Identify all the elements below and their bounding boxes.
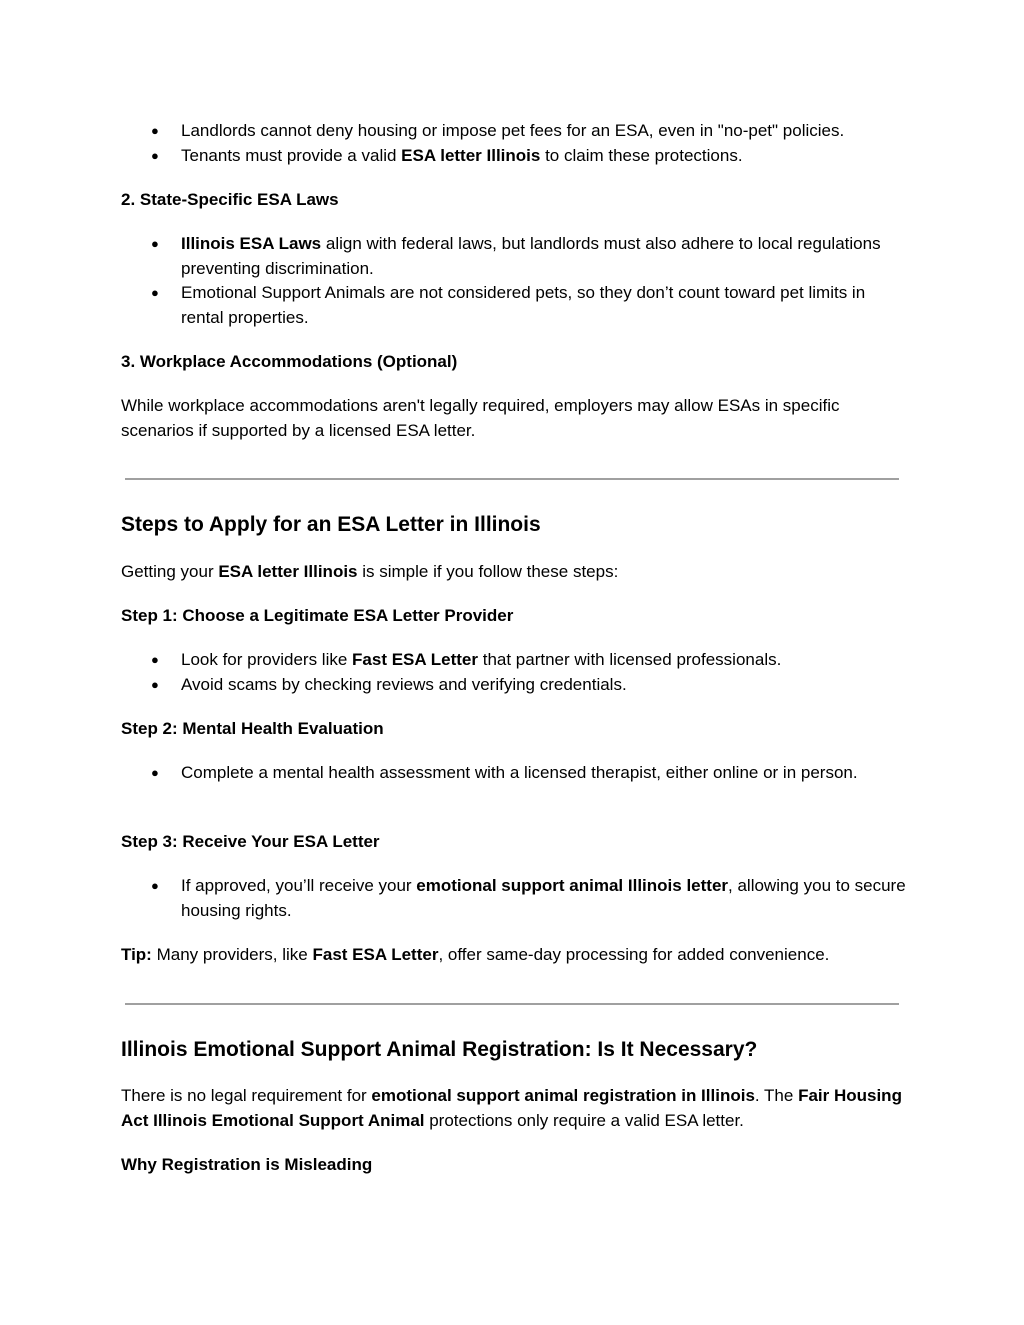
section-heading: Why Registration is Misleading	[121, 1155, 373, 1174]
step3-bullet-list	[121, 874, 911, 923]
horizontal-divider	[125, 1003, 899, 1005]
list-item: ● Emotional Support Animals are not considered pets, so they don’t count toward pet limits in rental properties.	[151, 283, 866, 327]
list-item: ● If approved, you’ll receive your emotional support animal Illinois letter, allowing you to secure housing rights.	[151, 876, 906, 920]
bullet-icon: ●	[151, 285, 159, 300]
bullet-icon: ●	[151, 123, 159, 138]
section-title: Steps to Apply for an ESA Letter in Illinois	[121, 513, 541, 536]
state-laws-bullet-list	[121, 232, 911, 330]
section-title: Illinois Emotional Support Animal Registration: Is It Necessary?	[121, 1038, 758, 1061]
paragraph: Getting your ESA letter Illinois is simple if you follow these steps:	[121, 562, 619, 581]
bullet-icon: ●	[151, 652, 159, 667]
tip-paragraph: Tip: Many providers, like Fast ESA Letter, offer same-day processing for added convenience.	[121, 945, 830, 964]
bullet-icon: ●	[151, 765, 159, 780]
step1-bullet-list	[121, 648, 911, 697]
bullet-icon: ●	[151, 236, 159, 251]
step-heading: Step 2: Mental Health Evaluation	[121, 719, 384, 738]
bullet-icon: ●	[151, 878, 159, 893]
section-heading: 2. State-Specific ESA Laws	[121, 190, 339, 209]
list-item: ● Illinois ESA Laws align with federal laws, but landlords must also adhere to local regulations preventing discrimination.	[151, 234, 881, 278]
horizontal-divider	[125, 478, 899, 480]
step-heading: Step 1: Choose a Legitimate ESA Letter Provider	[121, 606, 514, 625]
list-item: ● Complete a mental health assessment with a licensed therapist, either online or in person.	[121, 761, 911, 786]
list-item: ● Avoid scams by checking reviews and verifying credentials.	[121, 673, 911, 698]
fha-bullet-list	[121, 119, 911, 168]
list-item: ● Look for providers like Fast ESA Letter that partner with licensed professionals.	[121, 648, 911, 673]
bullet-icon: ●	[151, 676, 159, 692]
paragraph: While workplace accommodations aren't legally required, employers may allow ESAs in specific scenarios if supported by a licensed ESA letter.	[121, 396, 840, 440]
bullet-icon: ●	[151, 147, 159, 163]
list-item: ● Landlords cannot deny housing or impose pet fees for an ESA, even in "no-pet" policies.	[121, 119, 911, 144]
step2-bullet-list	[121, 761, 911, 786]
list-item: ● Tenants must provide a valid ESA letter Illinois to claim these protections.	[121, 144, 911, 169]
section-heading: 3. Workplace Accommodations (Optional)	[121, 352, 458, 371]
paragraph: There is no legal requirement for emotional support animal registration in Illinois. The Fair Housing Act Illinois Emotional Support Animal protections only require a valid ESA letter.	[121, 1086, 902, 1130]
step-heading: Step 3: Receive Your ESA Letter	[121, 832, 380, 851]
